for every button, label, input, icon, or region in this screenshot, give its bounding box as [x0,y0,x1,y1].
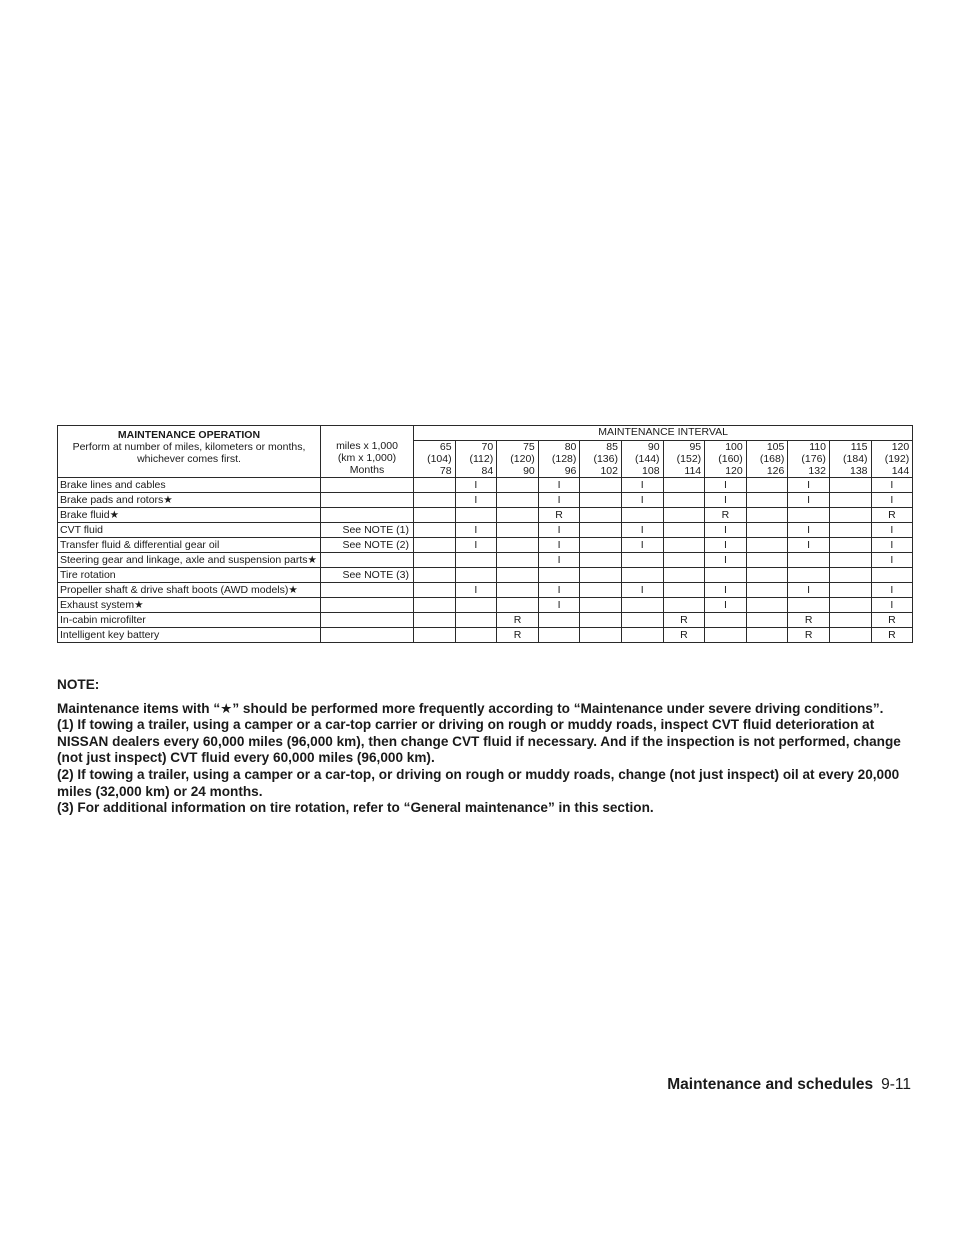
table-row [58,628,913,643]
interval-miles: 120 [891,441,910,453]
schedule-cell [580,478,622,493]
interval-months: 138 [850,465,868,477]
schedule-cell: I [538,538,580,553]
operation-note [321,493,414,508]
interval-km: (184) [843,453,868,465]
schedule-cell [705,613,747,628]
interval-column-header [414,441,456,478]
interval-km: (104) [427,453,452,465]
schedule-cell [663,493,705,508]
schedule-cell [455,598,497,613]
schedule-cell [746,538,788,553]
schedule-cell [538,628,580,643]
schedule-cell [829,568,871,583]
schedule-cell [414,568,456,583]
schedule-cell [663,553,705,568]
schedule-cell: I [788,538,830,553]
interval-miles: 65 [439,441,452,453]
interval-months: 78 [439,465,452,477]
schedule-cell [746,583,788,598]
schedule-cell [580,538,622,553]
interval-miles: 85 [606,441,618,453]
km-label: (km x 1,000) [337,452,397,464]
schedule-cell: R [871,508,913,523]
schedule-cell: I [455,583,497,598]
schedule-cell [746,553,788,568]
table-row [58,613,913,628]
schedule-cell: I [621,493,663,508]
table-row [58,598,913,613]
interval-months: 96 [564,465,577,477]
schedule-cell: I [621,583,663,598]
page-number: 9-11 [881,1076,911,1093]
interval-miles: 95 [689,441,702,453]
interval-column-header [705,441,747,478]
operation-note: See NOTE (1) [321,523,414,538]
footer-section-title: Maintenance and schedules [667,1076,874,1093]
schedule-cell [829,613,871,628]
schedule-cell [414,478,456,493]
schedule-cell [497,583,539,598]
schedule-cell [497,568,539,583]
schedule-cell: I [538,493,580,508]
table-row [58,523,913,538]
page-footer [667,1076,911,1094]
schedule-cell [746,493,788,508]
schedule-cell [621,598,663,613]
maintenance-schedule-table [57,425,913,643]
interval-column-header [621,441,663,478]
schedule-cell: I [871,478,913,493]
schedule-cell: R [497,628,539,643]
schedule-cell [663,583,705,598]
schedule-cell [538,568,580,583]
schedule-cell: R [788,613,830,628]
schedule-cell [705,568,747,583]
operation-note [321,583,414,598]
schedule-cell: I [705,523,747,538]
note-severe: Maintenance items with “★” should be performed more frequently according to “Maintenance under severe driving conditions”. [57,700,884,716]
schedule-cell [497,493,539,508]
schedule-cell [829,478,871,493]
schedule-cell: I [705,598,747,613]
interval-miles: 80 [564,441,577,453]
schedule-cell [414,508,456,523]
schedule-cell: I [455,523,497,538]
table-row [58,493,913,508]
schedule-cell [580,598,622,613]
schedule-cell [414,598,456,613]
schedule-cell: I [705,553,747,568]
interval-months: 126 [766,465,785,477]
schedule-cell [663,538,705,553]
schedule-cell [746,628,788,643]
schedule-cell: I [538,478,580,493]
schedule-cell [663,598,705,613]
operation-item: Brake pads and rotors★ [58,493,321,508]
schedule-cell [497,478,539,493]
schedule-cell [580,583,622,598]
interval-column-header [746,441,788,478]
operation-subtitle: Perform at number of miles, kilometers or months, whichever comes first. [72,441,306,465]
schedule-cell [455,508,497,523]
interval-km: (160) [718,453,743,465]
schedule-body [58,478,913,643]
schedule-cell: R [538,508,580,523]
interval-km: (176) [801,453,826,465]
schedule-cell: R [871,613,913,628]
schedule-cell [580,508,622,523]
schedule-cell: I [538,583,580,598]
schedule-cell [621,508,663,523]
operation-note: See NOTE (3) [321,568,414,583]
schedule-cell [746,613,788,628]
schedule-cell [871,568,913,583]
operation-item: Brake lines and cables [58,478,321,493]
interval-km: (168) [759,453,785,465]
operation-title: MAINTENANCE OPERATION [117,429,261,441]
schedule-cell [414,538,456,553]
operation-note [321,553,414,568]
schedule-cell [580,628,622,643]
schedule-cell [497,598,539,613]
schedule-cell [746,508,788,523]
schedule-cell [829,583,871,598]
schedule-cell [621,613,663,628]
interval-miles: 105 [766,441,785,453]
interval-title: MAINTENANCE INTERVAL [414,426,913,441]
schedule-cell [746,598,788,613]
schedule-cell: I [455,538,497,553]
interval-miles: 70 [481,441,494,453]
interval-months: 120 [725,465,743,477]
schedule-cell: I [871,583,913,598]
interval-months: 102 [600,465,618,477]
table-row [58,553,913,568]
operation-item: Brake fluid★ [58,508,321,523]
interval-months: 90 [523,465,535,477]
schedule-cell [455,613,497,628]
schedule-cell: I [705,583,747,598]
schedule-cell [746,478,788,493]
schedule-cell: R [788,628,830,643]
interval-column-header [829,441,871,478]
interval-km: (152) [676,453,702,465]
schedule-cell [538,613,580,628]
schedule-cell [580,493,622,508]
schedule-cell [580,553,622,568]
schedule-cell: I [788,583,830,598]
interval-km: (144) [635,453,660,465]
interval-column-header [580,441,622,478]
interval-km: (120) [510,453,535,465]
note-1: (1) If towing a trailer, using a camper or a car-top carrier or driving on rough or muddy roads, inspect CVT fluid deterioration at NISSAN dealers every 60,000 miles (96,000 km), then change CVT fluid if necessary. And if the inspection is not performed, change (not just inspect) CVT fluid every 60,000 miles (96,000 km). [57,717,901,766]
schedule-cell [580,523,622,538]
interval-km: (128) [551,453,577,465]
schedule-cell [788,508,830,523]
schedule-cell: R [871,628,913,643]
schedule-cell [497,523,539,538]
schedule-cell [414,628,456,643]
operation-item: Transfer fluid & differential gear oil [58,538,321,553]
schedule-cell [663,508,705,523]
schedule-cell: I [621,538,663,553]
schedule-cell [705,628,747,643]
interval-column-header [663,441,705,478]
operation-item: Intelligent key battery [58,628,321,643]
schedule-cell [414,523,456,538]
schedule-cell: I [788,523,830,538]
interval-months: 84 [481,465,494,477]
interval-miles: 115 [850,441,868,453]
interval-miles: 90 [647,441,660,453]
schedule-cell [455,568,497,583]
operation-item: Propeller shaft & drive shaft boots (AWD models)★ [58,583,321,598]
interval-months: 132 [808,465,826,477]
interval-column-header [871,441,913,478]
operation-note [321,613,414,628]
interval-km: (192) [884,453,910,465]
table-row [58,583,913,598]
schedule-cell: I [871,493,913,508]
operation-item: Steering gear and linkage, axle and suspension parts★ [58,553,321,568]
schedule-cell [829,628,871,643]
operation-note [321,508,414,523]
schedule-cell [663,568,705,583]
schedule-cell: I [538,598,580,613]
schedule-cell: I [705,493,747,508]
schedule-cell: I [788,493,830,508]
interval-miles: 75 [523,441,535,453]
schedule-cell [663,523,705,538]
schedule-cell [621,568,663,583]
schedule-cell: I [705,538,747,553]
schedule-cell: I [871,538,913,553]
operation-item: Tire rotation [58,568,321,583]
schedule-cell: I [455,493,497,508]
schedule-cell [829,493,871,508]
interval-miles: 110 [809,441,826,453]
schedule-cell: I [621,478,663,493]
units-header [321,426,414,478]
table-row [58,508,913,523]
note-2: (2) If towing a trailer, using a camper or a car-top, or driving on rough or muddy roads, change (not just inspect) oil at every 20,000 miles (32,000 km) or 24 months. [57,766,900,799]
operation-note [321,628,414,643]
schedule-cell: I [621,523,663,538]
schedule-cell [829,598,871,613]
schedule-cell [497,553,539,568]
schedule-cell [414,553,456,568]
schedule-cell: R [663,613,705,628]
interval-miles: 100 [725,441,743,453]
operation-item: Exhaust system★ [58,598,321,613]
schedule-cell: I [538,553,580,568]
schedule-cell [497,538,539,553]
schedule-cell [414,493,456,508]
operation-note: See NOTE (2) [321,538,414,553]
schedule-cell [455,628,497,643]
schedule-cell: R [663,628,705,643]
operation-header [58,426,321,478]
schedule-cell [788,598,830,613]
miles-label: miles x 1,000 [336,440,398,452]
schedule-cell: I [871,523,913,538]
schedule-cell: I [788,478,830,493]
schedule-cell [455,553,497,568]
schedule-cell [621,553,663,568]
schedule-cell [621,628,663,643]
interval-months: 144 [891,465,910,477]
schedule-cell [829,553,871,568]
operation-item: In-cabin microfilter [58,613,321,628]
operation-item: CVT fluid [58,523,321,538]
interval-column-header [538,441,580,478]
schedule-cell [414,583,456,598]
schedule-cell [788,553,830,568]
schedule-cell [788,568,830,583]
notes-title: NOTE: [57,677,100,692]
schedule-cell [414,613,456,628]
table-row [58,538,913,553]
operation-note [321,598,414,613]
schedule-cell: I [455,478,497,493]
interval-months: 114 [684,465,702,477]
schedule-cell [829,523,871,538]
schedule-cell [829,538,871,553]
schedule-cell [497,508,539,523]
schedule-cell [829,508,871,523]
schedule-cell: I [871,553,913,568]
interval-column-header [497,441,539,478]
schedule-cell: I [538,523,580,538]
schedule-cell [580,568,622,583]
schedule-cell [580,613,622,628]
interval-column-header [455,441,497,478]
schedule-cell: I [705,478,747,493]
table-row [58,568,913,583]
table-row [58,478,913,493]
schedule-cell: R [497,613,539,628]
schedule-cell: I [871,598,913,613]
interval-column-header [788,441,830,478]
interval-km: (112) [469,453,494,465]
schedule-cell [746,568,788,583]
interval-km: (136) [593,453,618,465]
months-label: Months [349,464,385,476]
interval-months: 108 [642,465,660,477]
schedule-cell: R [705,508,747,523]
schedule-cell [746,523,788,538]
notes-section [57,677,917,817]
schedule-cell [663,478,705,493]
operation-note [321,478,414,493]
note-3: (3) For additional information on tire rotation, refer to “General maintenance” in this section. [57,800,654,816]
